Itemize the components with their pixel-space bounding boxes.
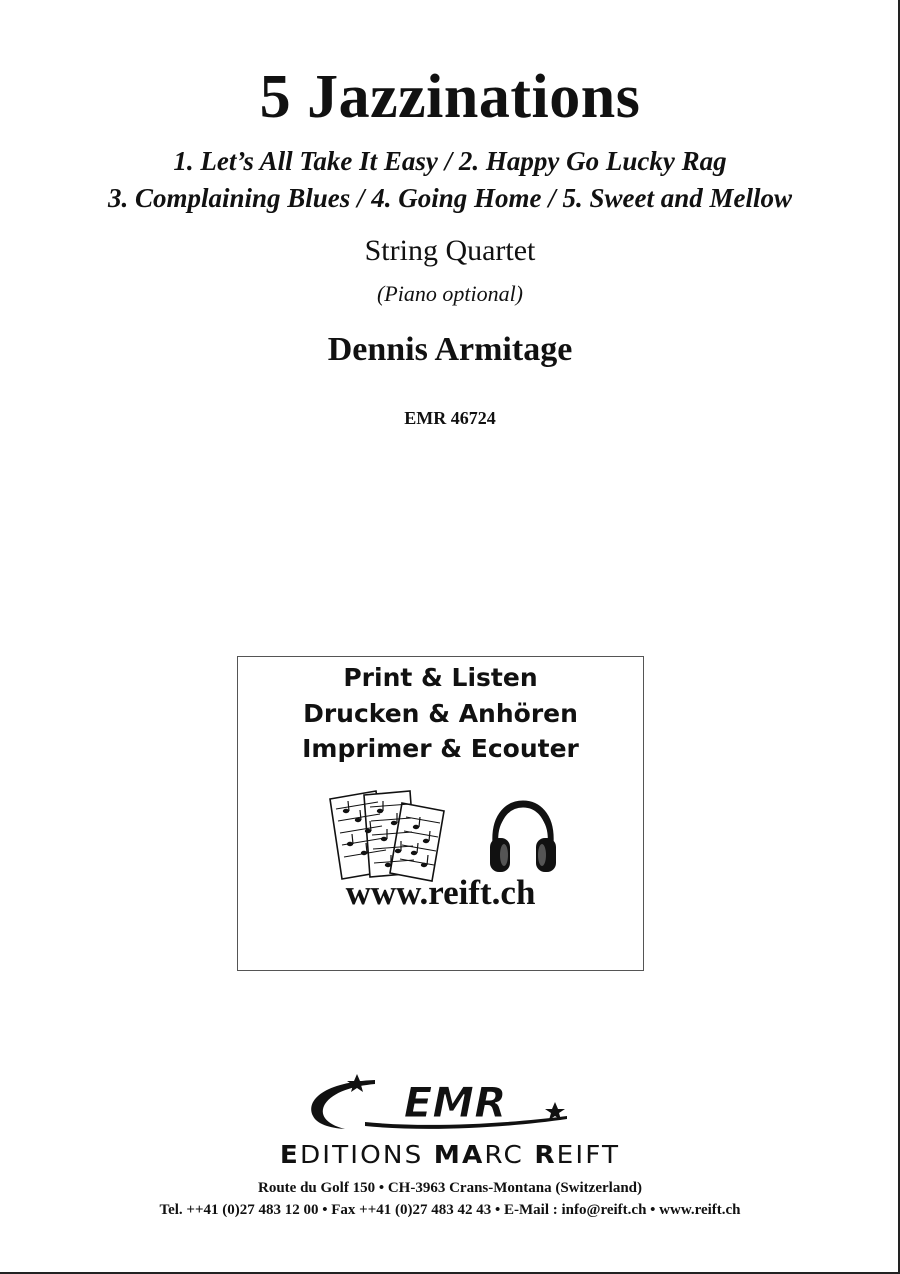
promo-website-link[interactable]: www.reift.ch	[345, 873, 536, 912]
emr-logo	[305, 1072, 585, 1134]
logo-text: EMR	[403, 1078, 507, 1127]
movements-line-2: 3. Complaining Blues / 4. Going Home / 5. Sweet and Mellow	[107, 183, 793, 213]
publisher-contact: Tel. ++41 (0)27 483 12 00 • Fax ++41 (0)27 483 42 43 • E-Mail : info@reift.ch • www.reift.ch	[159, 1202, 741, 1218]
page-title: 5 Jazzinations	[259, 63, 641, 131]
publisher-name: EDITIONS MARC REIFT	[279, 1140, 621, 1169]
headphones-icon	[488, 800, 558, 876]
sheet-music-icon	[328, 787, 458, 882]
print-listen-box	[237, 656, 644, 971]
composer-name: Dennis Armitage	[327, 331, 573, 368]
promo-line-french: Imprimer & Ecouter	[302, 734, 579, 763]
promo-line-german: Drucken & Anhören	[303, 699, 578, 728]
promo-line-english: Print & Listen	[343, 663, 538, 692]
catalog-number: EMR 46724	[404, 408, 496, 428]
instrumentation: String Quartet	[364, 234, 536, 267]
publisher-address: Route du Golf 150 • CH-3963 Crans-Montana (Switzerland)	[258, 1180, 642, 1196]
instrumentation-note: (Piano optional)	[376, 281, 524, 306]
movements-line-1: 1. Let’s All Take It Easy / 2. Happy Go Lucky Rag	[173, 146, 727, 176]
